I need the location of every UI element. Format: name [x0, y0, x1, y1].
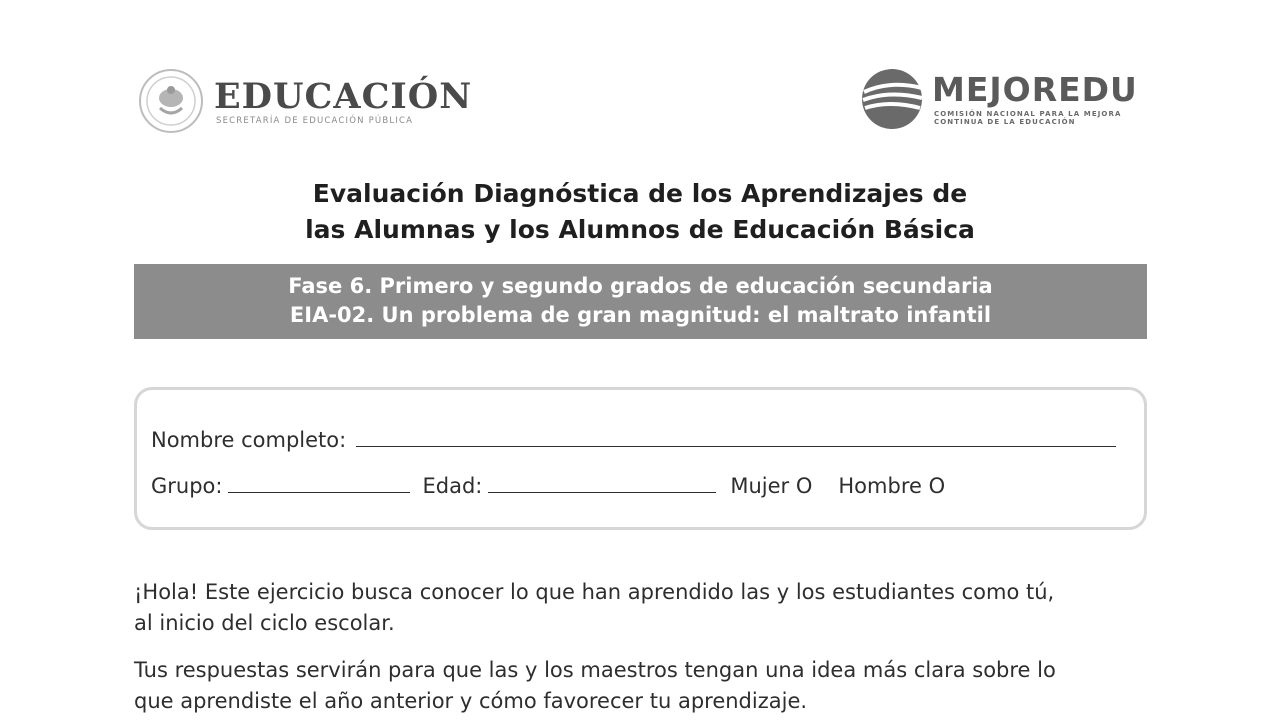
banner-line1: Fase 6. Primero y segundo grados de educación secundaria [288, 274, 993, 298]
purpose-paragraph [134, 655, 1154, 717]
male-option[interactable]: Hombre O [838, 474, 946, 498]
female-option[interactable]: Mujer O [730, 474, 813, 498]
group-label: Grupo: [151, 474, 223, 498]
intro-paragraph [134, 577, 1154, 639]
coat-of-arms-seal-icon [138, 68, 204, 134]
group-age-row [151, 474, 945, 498]
mejoredu-logo [860, 68, 1160, 138]
mejoredu-subtitle [934, 110, 1121, 126]
mejoredu-subtitle-line2: CONTINUA DE LA EDUCACIÓN [934, 118, 1076, 126]
title-line2: las Alumnas y los Alumnos de Educación Básica [305, 215, 975, 244]
title-line1: Evaluación Diagnóstica de los Aprendizajes de [312, 179, 968, 208]
mejoredu-mark-icon [860, 68, 926, 130]
sep-subtitle: SECRETARÍA DE EDUCACIÓN PÚBLICA [216, 116, 414, 126]
sep-logo [138, 68, 473, 138]
purpose-line1: Tus respuestas servirán para que las y los maestros tengan una idea más clara sobre lo [134, 658, 1056, 682]
phase-banner [134, 264, 1147, 339]
mejoredu-subtitle-line1: COMISIÓN NACIONAL PARA LA MEJORA [934, 110, 1122, 118]
group-field[interactable] [228, 476, 410, 493]
name-field[interactable] [356, 430, 1116, 447]
sep-wordmark: EDUCACIÓN [214, 76, 473, 117]
student-info-box [134, 387, 1147, 530]
intro-line2: al inicio del ciclo escolar. [134, 611, 395, 635]
intro-line1: ¡Hola! Este ejercicio busca conocer lo que han aprendido las y los estudiantes como tú, [134, 580, 1055, 604]
document-title [0, 176, 1280, 248]
purpose-line2: que aprendiste el año anterior y cómo favorecer tu aprendizaje. [134, 689, 808, 713]
mejoredu-wordmark: MEJOREDU [932, 70, 1138, 109]
name-label: Nombre completo: [151, 428, 347, 452]
age-field[interactable] [488, 476, 716, 493]
age-label: Edad: [422, 474, 483, 498]
banner-line2: EIA-02. Un problema de gran magnitud: el maltrato infantil [289, 303, 992, 327]
name-row [151, 428, 1116, 452]
